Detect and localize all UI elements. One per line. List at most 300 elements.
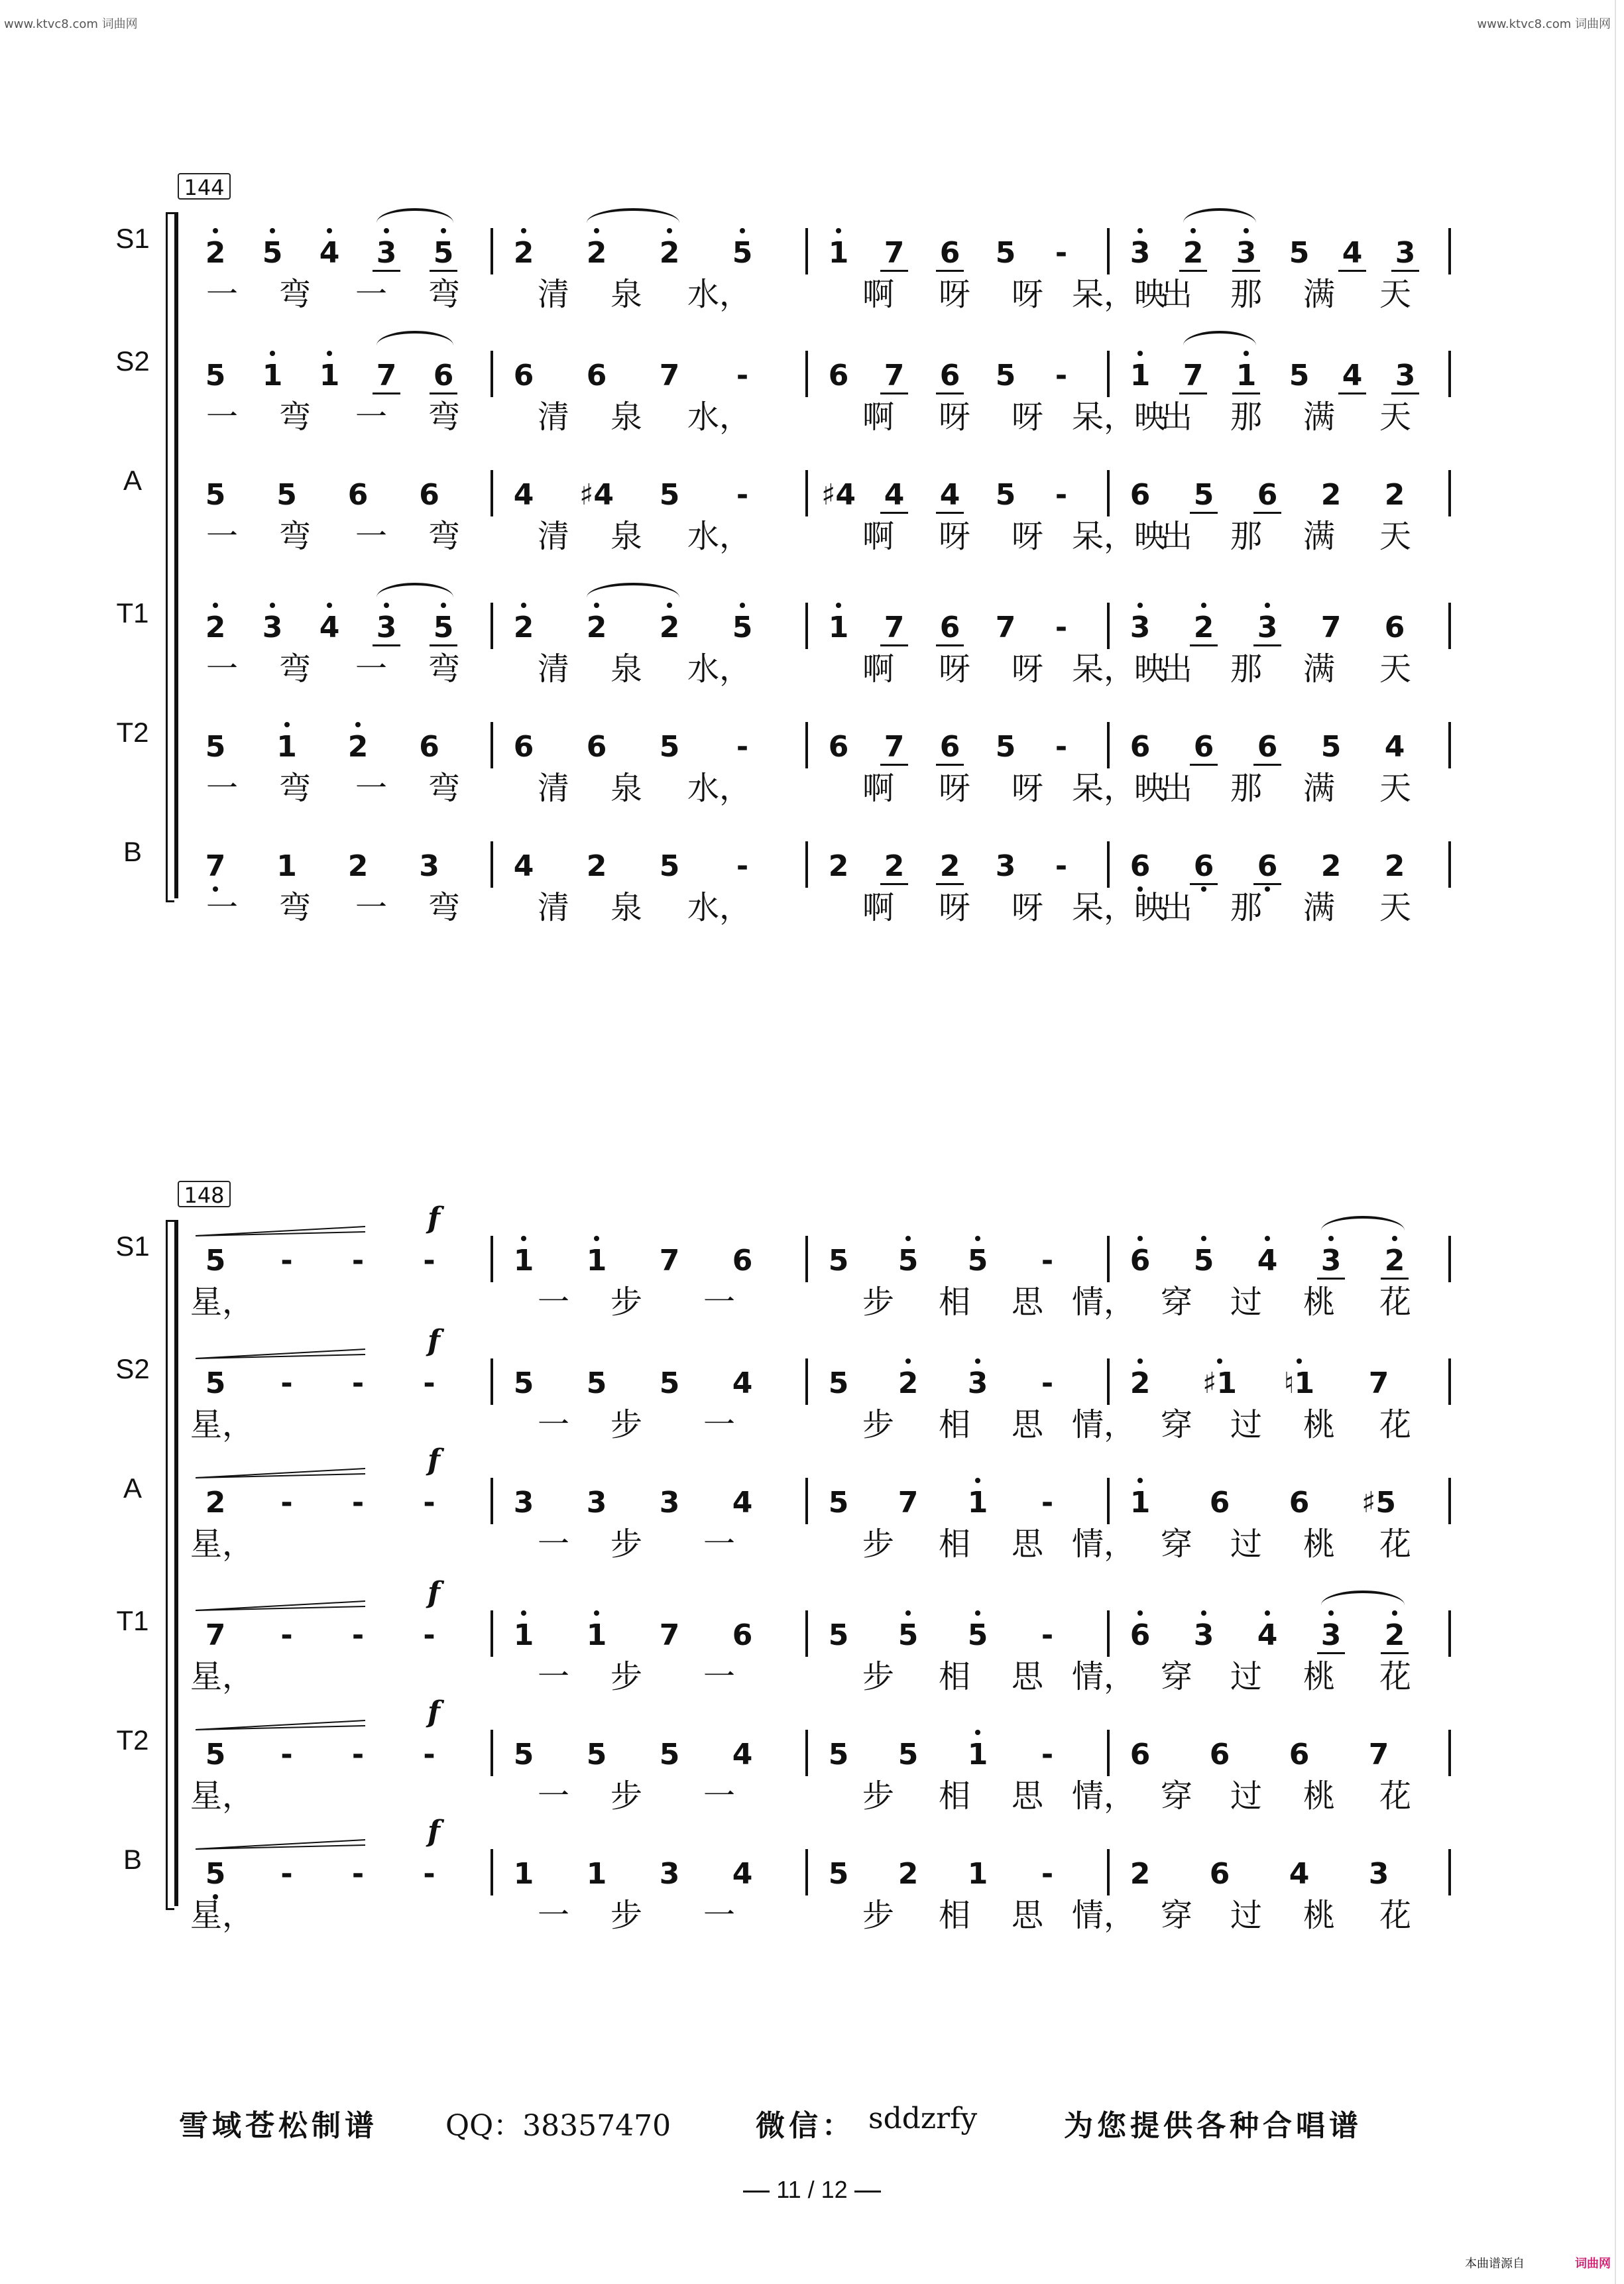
notation-line xyxy=(0,348,1624,394)
dynamic-marking: f xyxy=(428,1201,440,1235)
jianpu-note: 5 xyxy=(513,1366,534,1400)
lyric-syllable: 呀 xyxy=(1011,398,1043,436)
barline xyxy=(1107,1236,1110,1282)
hold-dash: - xyxy=(423,1486,435,1520)
dynamic-marking: f xyxy=(428,1324,440,1358)
lyrics-line xyxy=(0,394,1624,441)
jianpu-note: 1 xyxy=(264,727,310,767)
octave-dot xyxy=(1137,1610,1143,1616)
lyric-syllable: 过 xyxy=(1230,1897,1262,1934)
octave-dot xyxy=(740,603,745,608)
jianpu-note: 3 xyxy=(363,608,410,648)
lyric-syllable: 步 xyxy=(862,1526,894,1563)
lyric-syllable: 水， xyxy=(687,398,751,436)
jianpu-note: 5 xyxy=(828,1738,849,1772)
lyric-syllable: 一 xyxy=(703,1406,735,1443)
barline xyxy=(1448,351,1451,397)
lyric-syllable: 一 xyxy=(355,398,387,436)
lyric-syllable: 桃 xyxy=(1303,1406,1335,1443)
jianpu-note: 6 xyxy=(1244,727,1291,767)
barline xyxy=(491,1730,493,1776)
voice-staff-t2 xyxy=(0,1695,1624,1827)
jianpu-note: 4 xyxy=(732,1857,753,1891)
lyric-syllable: 那 xyxy=(1230,398,1262,436)
tie-slur xyxy=(377,208,453,237)
octave-dot xyxy=(1201,1236,1206,1241)
jianpu-note: 3 xyxy=(1308,1241,1354,1281)
lyric-syllable: 泉 xyxy=(610,889,642,926)
decrescendo-hairpin xyxy=(196,1836,365,1862)
lyric-syllable: 呀 xyxy=(1011,276,1043,313)
page-number-rule-right xyxy=(854,2191,881,2193)
lyrics-line xyxy=(0,885,1624,932)
lyrics-line xyxy=(0,514,1624,560)
voice-staff-t1 xyxy=(0,1576,1624,1707)
lyric-syllable: 弯 xyxy=(428,650,460,688)
lyric-syllable: 呆， xyxy=(1071,650,1135,688)
jianpu-note: 7 xyxy=(363,356,410,396)
lyric-syllable: 穿 xyxy=(1160,1658,1192,1695)
lyric-syllable: 清 xyxy=(537,276,569,313)
jianpu-note: 1 xyxy=(815,233,862,273)
voice-label: A xyxy=(123,465,142,496)
footer-qq: QQ：38357470 xyxy=(445,2109,671,2143)
lyric-syllable: 思 xyxy=(1011,1777,1043,1815)
barline xyxy=(491,1358,493,1405)
jianpu-note: 1 xyxy=(1117,356,1163,396)
lyric-syllable: 一 xyxy=(205,518,238,555)
lyric-syllable: 弯 xyxy=(428,518,460,555)
octave-dot xyxy=(975,1236,980,1241)
hold-dash: - xyxy=(1055,478,1068,512)
lyric-syllable: 星， xyxy=(190,1777,254,1815)
decrescendo-hairpin xyxy=(196,1716,365,1743)
lyric-syllable: 呆， xyxy=(1071,770,1135,807)
jianpu-note: 5 xyxy=(192,1854,239,1894)
voice-staff-a xyxy=(0,1443,1624,1575)
jianpu-note: 5 xyxy=(205,1366,226,1400)
barline xyxy=(805,1478,808,1524)
jianpu-note: 5 xyxy=(828,1366,849,1400)
barline xyxy=(805,841,808,888)
lyric-syllable: 花 xyxy=(1379,1777,1411,1815)
voice-label: S1 xyxy=(115,223,150,254)
dynamic-marking: f xyxy=(428,1443,440,1477)
voice-staff-b xyxy=(0,1815,1624,1946)
lyric-syllable: 星， xyxy=(190,1658,254,1695)
barline xyxy=(805,1610,808,1657)
lyric-syllable: 呀 xyxy=(938,889,970,926)
barline xyxy=(1107,1610,1110,1657)
jianpu-note: 2 xyxy=(573,233,620,273)
jianpu-note: 6 xyxy=(1117,847,1163,886)
jianpu-note: 3 xyxy=(1223,233,1269,273)
barline xyxy=(1448,1610,1451,1657)
jianpu-note: 2 xyxy=(828,849,849,883)
lyric-syllable: 弯 xyxy=(278,398,311,436)
lyric-syllable: 映 xyxy=(1133,398,1166,436)
lyric-syllable: 情， xyxy=(1071,1526,1135,1563)
lyric-syllable: 弯 xyxy=(278,650,311,688)
jianpu-note: 6 xyxy=(419,730,439,764)
jianpu-note: 4 xyxy=(1244,1241,1291,1281)
lyric-syllable: 一 xyxy=(205,889,238,926)
octave-dot xyxy=(270,228,275,233)
tie-slur xyxy=(587,208,679,237)
lyric-syllable: 步 xyxy=(610,1526,642,1563)
lyric-syllable: 桃 xyxy=(1303,1897,1335,1934)
footer-wechat-label: 微信： xyxy=(756,2109,855,2143)
lyric-syllable: 桃 xyxy=(1303,1777,1335,1815)
lyric-syllable: 一 xyxy=(537,1897,569,1934)
notation-line xyxy=(0,600,1624,646)
jianpu-note: 5 xyxy=(955,1241,1001,1281)
barline xyxy=(1448,1730,1451,1776)
jianpu-note: 4 xyxy=(513,478,534,512)
jianpu-note: 4 xyxy=(1329,233,1375,273)
lyric-syllable: 一 xyxy=(355,770,387,807)
barline xyxy=(1107,1849,1110,1895)
dynamic-marking: f xyxy=(428,1815,440,1848)
barline xyxy=(491,1610,493,1657)
jianpu-note: 1 xyxy=(276,849,297,883)
jianpu-note: 6 xyxy=(1209,1857,1230,1891)
lyric-syllable: 天 xyxy=(1379,650,1411,688)
lyric-syllable: 情， xyxy=(1071,1777,1135,1815)
lyric-syllable: 那 xyxy=(1230,518,1262,555)
lyric-syllable: 清 xyxy=(537,650,569,688)
bottom-site-logo: 词曲网 xyxy=(1575,2257,1611,2271)
lyric-syllable: 呆， xyxy=(1071,276,1135,313)
jianpu-note: 5 xyxy=(995,236,1016,270)
measure-number: 148 xyxy=(178,1181,231,1207)
jianpu-note: 1 xyxy=(1117,1483,1163,1523)
jianpu-note: 2 xyxy=(1181,608,1227,648)
jianpu-note: 5 xyxy=(828,1244,849,1278)
tie-slur xyxy=(1183,331,1256,360)
voice-staff-a xyxy=(0,448,1624,567)
lyric-syllable: 一 xyxy=(205,398,238,436)
lyric-syllable: 一 xyxy=(355,650,387,688)
jianpu-note: 1 xyxy=(500,1241,547,1281)
lyric-syllable: 出 xyxy=(1160,398,1192,436)
notation-line xyxy=(0,1201,1624,1280)
jianpu-note: 5 xyxy=(205,359,226,392)
lyric-syllable: 水， xyxy=(687,650,751,688)
lyric-syllable: 出 xyxy=(1160,276,1192,313)
jianpu-note: 6 xyxy=(927,233,973,273)
jianpu-note: 2 xyxy=(1130,1857,1151,1891)
jianpu-note: 6 xyxy=(1130,478,1151,512)
notation-line xyxy=(0,1576,1624,1654)
octave-dot xyxy=(213,603,218,608)
hold-dash: - xyxy=(1041,1738,1054,1772)
jianpu-note: 3 xyxy=(659,1486,680,1520)
lyric-syllable: 步 xyxy=(610,1658,642,1695)
tie-slur xyxy=(1321,1591,1405,1620)
hold-dash: - xyxy=(280,1738,293,1772)
voice-staff-b xyxy=(0,819,1624,938)
lyric-syllable: 步 xyxy=(610,1284,642,1321)
jianpu-note: 4 xyxy=(1244,1616,1291,1655)
octave-dot xyxy=(284,722,290,727)
lyric-syllable: 呀 xyxy=(938,518,970,555)
jianpu-note: 1 xyxy=(249,356,296,396)
lyric-syllable: 弯 xyxy=(428,398,460,436)
hold-dash: - xyxy=(280,1857,293,1891)
barline xyxy=(1448,228,1451,274)
lyric-syllable: 步 xyxy=(862,1777,894,1815)
lyric-syllable: 相 xyxy=(938,1897,970,1934)
lyric-syllable: 花 xyxy=(1379,1897,1411,1934)
jianpu-note: 2 xyxy=(885,1364,931,1404)
hold-dash: - xyxy=(423,1366,435,1400)
jianpu-note: 5 xyxy=(955,1616,1001,1655)
lyric-syllable: 相 xyxy=(938,1658,970,1695)
hold-dash: - xyxy=(351,1486,365,1520)
lyric-syllable: 水， xyxy=(687,518,751,555)
octave-dot xyxy=(327,351,332,356)
jianpu-note: 5 xyxy=(420,233,467,273)
lyric-syllable: 呀 xyxy=(1011,650,1043,688)
footer-slogan: 为您提供各种合唱谱 xyxy=(1064,2109,1362,2143)
lyric-syllable: 呀 xyxy=(938,770,970,807)
jianpu-note: 5 xyxy=(828,1618,849,1652)
jianpu-note: 5 xyxy=(586,1738,607,1772)
barline xyxy=(805,722,808,768)
jianpu-note: 6 xyxy=(828,359,849,392)
lyric-syllable: 桃 xyxy=(1303,1658,1335,1695)
lyric-syllable: 一 xyxy=(205,770,238,807)
octave-dot xyxy=(1137,351,1143,356)
jianpu-note: 5 xyxy=(659,730,680,764)
lyric-syllable: 步 xyxy=(610,1897,642,1934)
lyric-syllable: 穿 xyxy=(1160,1526,1192,1563)
lyric-syllable: 水， xyxy=(687,889,751,926)
jianpu-note: 2 xyxy=(192,233,239,273)
octave-dot xyxy=(1265,1236,1270,1241)
octave-dot xyxy=(1137,1478,1143,1483)
decrescendo-hairpin xyxy=(196,1597,365,1624)
tie-slur xyxy=(1321,1216,1405,1245)
octave-dot xyxy=(521,1236,526,1241)
jianpu-note: 2 xyxy=(1371,1616,1418,1655)
lyric-syllable: 相 xyxy=(938,1777,970,1815)
jianpu-note: 7 xyxy=(871,233,917,273)
lyric-syllable: 弯 xyxy=(428,889,460,926)
jianpu-note: 4 xyxy=(732,1366,753,1400)
hold-dash: - xyxy=(423,1738,435,1772)
jianpu-note: 7 xyxy=(995,611,1016,644)
lyric-syllable: 呀 xyxy=(1011,518,1043,555)
jianpu-note: 5 xyxy=(420,608,467,648)
octave-dot xyxy=(905,1610,911,1616)
voice-label: T1 xyxy=(116,1605,149,1636)
octave-dot xyxy=(327,228,332,233)
jianpu-note: 4 xyxy=(732,1486,753,1520)
lyric-syllable: 花 xyxy=(1379,1526,1411,1563)
jianpu-note: 1 xyxy=(815,608,862,648)
header-right-site: www.ktvc8.com 词曲网 xyxy=(1477,17,1611,31)
jianpu-note: 6 xyxy=(732,1618,753,1652)
header-left-site: www.ktvc8.com 词曲网 xyxy=(4,17,138,31)
octave-dot xyxy=(327,603,332,608)
jianpu-note: 7 xyxy=(871,608,917,648)
barline xyxy=(1448,603,1451,649)
lyric-syllable: 水， xyxy=(687,770,751,807)
jianpu-note: 2 xyxy=(646,233,693,273)
voice-label: B xyxy=(123,1844,142,1875)
jianpu-note: 5 xyxy=(828,1857,849,1891)
jianpu-note: 5 xyxy=(276,478,297,512)
jianpu-note: 4 xyxy=(871,475,917,515)
lyric-syllable: 步 xyxy=(862,1897,894,1934)
jianpu-note: 2 xyxy=(347,849,369,883)
lyric-syllable: 弯 xyxy=(278,889,311,926)
lyric-syllable: 啊 xyxy=(862,650,894,688)
octave-dot xyxy=(270,351,275,356)
lyric-syllable: 清 xyxy=(537,889,569,926)
barline xyxy=(1107,722,1110,768)
jianpu-note: 3 xyxy=(1244,608,1291,648)
lyric-syllable: 出 xyxy=(1160,889,1192,926)
hold-dash: - xyxy=(280,1244,293,1278)
hold-dash: - xyxy=(736,478,749,512)
jianpu-note: 6 xyxy=(1209,1486,1230,1520)
jianpu-note: 2 xyxy=(1320,478,1342,512)
lyrics-line xyxy=(0,1654,1624,1701)
lyric-syllable: 啊 xyxy=(862,518,894,555)
lyric-syllable: 呀 xyxy=(938,276,970,313)
decrescendo-hairpin xyxy=(196,1465,365,1491)
jianpu-note: 2 xyxy=(927,847,973,886)
barline xyxy=(805,1358,808,1405)
lyric-syllable: 呆， xyxy=(1071,889,1135,926)
jianpu-note: 4 xyxy=(513,849,534,883)
lyric-syllable: 步 xyxy=(862,1406,894,1443)
hold-dash: - xyxy=(351,1618,365,1652)
lyric-syllable: 弯 xyxy=(428,770,460,807)
hold-dash: - xyxy=(423,1857,435,1891)
hold-dash: - xyxy=(351,1244,365,1278)
barline xyxy=(491,351,493,397)
jianpu-note: ♯4 xyxy=(821,478,856,512)
lyric-syllable: 那 xyxy=(1230,770,1262,807)
jianpu-note: 1 xyxy=(573,1241,620,1281)
jianpu-note: 2 xyxy=(1117,1364,1163,1404)
jianpu-note: 7 xyxy=(205,1618,226,1652)
jianpu-note: 5 xyxy=(1289,236,1310,270)
jianpu-note: 1 xyxy=(500,1616,547,1655)
lyric-syllable: 一 xyxy=(537,1406,569,1443)
jianpu-note: 3 xyxy=(419,849,439,883)
lyric-syllable: 过 xyxy=(1230,1658,1262,1695)
lyric-syllable: 呀 xyxy=(938,398,970,436)
jianpu-note: 3 xyxy=(363,233,410,273)
lyric-syllable: 映 xyxy=(1133,889,1166,926)
lyric-syllable: 一 xyxy=(703,1658,735,1695)
jianpu-note: 4 xyxy=(1289,1857,1310,1891)
voice-staff-s2 xyxy=(0,328,1624,448)
lyric-syllable: 天 xyxy=(1379,398,1411,436)
jianpu-note: 5 xyxy=(205,1244,226,1278)
jianpu-note: 5 xyxy=(1289,359,1310,392)
decrescendo-hairpin xyxy=(196,1345,365,1372)
lyric-syllable: 满 xyxy=(1303,276,1335,313)
lyric-syllable: 弯 xyxy=(278,518,311,555)
lyric-syllable: 弯 xyxy=(428,276,460,313)
octave-dot xyxy=(1201,603,1206,608)
jianpu-note: 5 xyxy=(513,1738,534,1772)
jianpu-note: 7 xyxy=(1368,1366,1389,1400)
lyric-syllable: 天 xyxy=(1379,518,1411,555)
voice-staff-s2 xyxy=(0,1324,1624,1455)
dynamic-marking: f xyxy=(428,1695,440,1729)
jianpu-note: 5 xyxy=(885,1616,931,1655)
lyric-syllable: 一 xyxy=(703,1284,735,1321)
jianpu-note: 2 xyxy=(205,1486,226,1520)
octave-dot xyxy=(836,228,841,233)
barline xyxy=(1448,1358,1451,1405)
jianpu-note: 6 xyxy=(586,730,607,764)
jianpu-note: 6 xyxy=(1244,475,1291,515)
lyric-syllable: 满 xyxy=(1303,770,1335,807)
lyric-syllable: 一 xyxy=(537,1658,569,1695)
jianpu-note: 4 xyxy=(1384,730,1405,764)
jianpu-note: 2 xyxy=(646,608,693,648)
lyric-syllable: 映 xyxy=(1133,276,1166,313)
voice-staff-s1 xyxy=(0,1201,1624,1333)
lyric-syllable: 弯 xyxy=(278,276,311,313)
octave-dot xyxy=(1137,603,1143,608)
barline xyxy=(805,228,808,274)
lyric-syllable: 啊 xyxy=(862,889,894,926)
jianpu-note: 6 xyxy=(1181,727,1227,767)
lyric-syllable: 啊 xyxy=(862,276,894,313)
lyric-syllable: 一 xyxy=(205,650,238,688)
octave-dot xyxy=(270,603,275,608)
jianpu-note: 1 xyxy=(967,1857,988,1891)
lyric-syllable: 出 xyxy=(1160,650,1192,688)
lyric-syllable: 星， xyxy=(190,1526,254,1563)
voice-label: S1 xyxy=(115,1231,150,1262)
jianpu-note: 6 xyxy=(732,1244,753,1278)
voice-label: T2 xyxy=(116,1724,149,1756)
octave-dot xyxy=(1137,228,1143,233)
jianpu-note: 3 xyxy=(1117,608,1163,648)
jianpu-note: 6 xyxy=(927,356,973,396)
measure-number: 144 xyxy=(178,173,231,200)
jianpu-note: ♮1 xyxy=(1276,1364,1322,1404)
jianpu-note: 6 xyxy=(1130,1738,1151,1772)
barline xyxy=(805,1236,808,1282)
jianpu-note: 2 xyxy=(573,608,620,648)
hold-dash: - xyxy=(1055,359,1068,392)
jianpu-note: 6 xyxy=(419,478,439,512)
lyric-syllable: 步 xyxy=(862,1284,894,1321)
jianpu-note: 4 xyxy=(732,1738,753,1772)
jianpu-note: 2 xyxy=(586,849,607,883)
lyric-syllable: 一 xyxy=(537,1284,569,1321)
barline xyxy=(491,228,493,274)
lyric-syllable: 一 xyxy=(703,1897,735,1934)
octave-dot xyxy=(521,1610,526,1616)
barline xyxy=(805,351,808,397)
jianpu-note: 6 xyxy=(927,608,973,648)
jianpu-note: 2 xyxy=(335,727,381,767)
octave-dot xyxy=(1265,1610,1270,1616)
jianpu-note: 5 xyxy=(659,478,680,512)
